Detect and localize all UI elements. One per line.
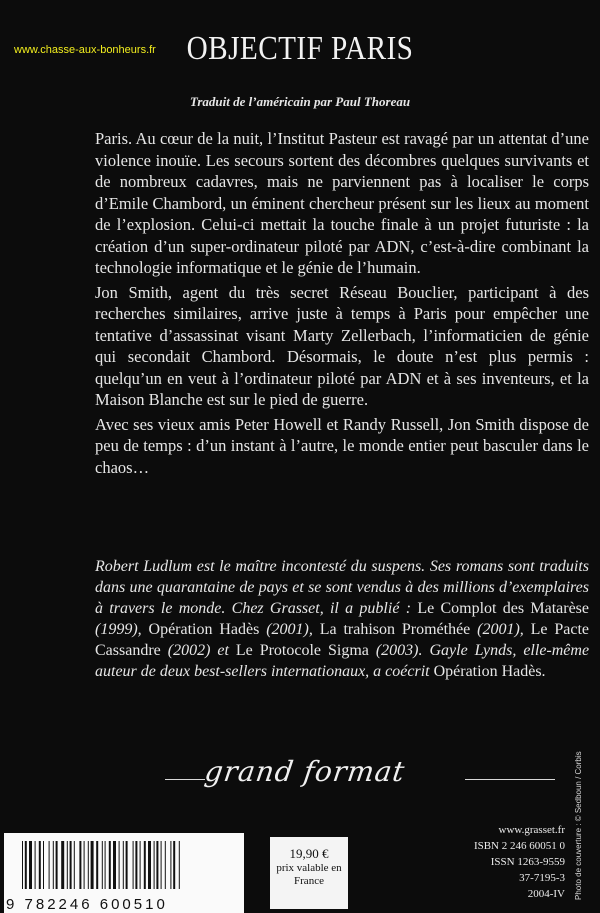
bio-book-title: Opération Hadès bbox=[148, 621, 260, 638]
bio-year: (2003). bbox=[375, 642, 423, 659]
publisher-info bbox=[474, 822, 565, 902]
barcode-digits: 9 782246 600510 bbox=[6, 896, 168, 913]
bio-conjunction: et bbox=[217, 642, 229, 659]
photo-credit: Photo de couverture : © Sedboun / Corbis bbox=[574, 751, 583, 900]
isbn: ISBN 2 246 60051 0 bbox=[473, 840, 565, 852]
watermark-url[interactable]: www.chasse-aux-bonheurs.fr bbox=[14, 44, 156, 56]
barcode-bars bbox=[20, 841, 232, 889]
collection-name: grand format bbox=[202, 755, 408, 788]
bio-year: (1999), bbox=[95, 621, 142, 638]
synopsis-paragraph: Jon Smith, agent du très secret Réseau Bouclier, participant à des recherches similaires, arrive juste à temps à Paris pour empêcher une tentative d’assassinat visant Marty Zellerbach, l’informaticien de génie qui secondait Chambord. Désormais, le doute n’est plus permis : quelqu’un en veut à l’ordinateur piloté par ADN et à ses inventeurs, et la Maison Blanche est sur le pied de guerre. bbox=[95, 282, 589, 409]
price-validity: prix valable en bbox=[276, 862, 342, 874]
bio-year: (2002) bbox=[167, 642, 211, 659]
bio-intro: Robert Ludlum est le maître incontesté du suspens. Ses romans sont traduits dans une quarantaine de pays et se sont vendus à des millions d’exemplaires à travers le monde. Chez Grasset, il a publié : bbox=[95, 558, 589, 617]
price-sticker bbox=[270, 837, 348, 909]
bio-book-title: La trahison Prométhée bbox=[319, 621, 471, 638]
book-title: OBJECTIF PARIS bbox=[186, 30, 414, 67]
catalog-code: 37-7195-3 bbox=[519, 872, 565, 884]
collection-rule-right bbox=[465, 779, 555, 780]
synopsis-paragraph: Paris. Au cœur de la nuit, l’Institut Pasteur est ravagé par un attentat d’une violence inouïe. Les secours sortent des décombres quelques survivants et de nombreux cadavres, mais ne parviennent pas à localiser le corps d’Emile Chambord, un éminent chercheur présent sur les lieux au moment de l’explosion. Celui-ci mettait la touche finale à un projet futuriste : la création d’un super-ordinateur piloté par ADN, c’est-à-dire combinant la technologie informatique et le génie de l’humain. bbox=[95, 129, 589, 277]
publisher-website[interactable]: www.grasset.fr bbox=[498, 824, 565, 836]
bio-book-title: Le Protocole Sigma bbox=[235, 642, 369, 659]
bio-book-title: Le Complot des Matarèse bbox=[417, 600, 590, 617]
translator-credit: Traduit de l’américain par Paul Thoreau bbox=[189, 94, 411, 109]
bio-year: (2001), bbox=[266, 621, 313, 638]
author-bio bbox=[95, 556, 589, 682]
bio-book-title: Le Pacte Cassandre bbox=[95, 621, 590, 659]
edition-code: 2004-IV bbox=[527, 888, 565, 900]
synopsis bbox=[95, 128, 589, 481]
price-country: France bbox=[294, 875, 324, 887]
barcode bbox=[4, 833, 244, 913]
bio-coauthor-text: Gayle Lynds, elle-même auteur de deux best-sellers internationaux, a coécrit bbox=[95, 642, 590, 680]
collection-logo bbox=[165, 755, 555, 791]
bio-book-title: Opération Hadès. bbox=[433, 663, 546, 680]
issn: ISSN 1263-9559 bbox=[490, 856, 565, 868]
price-amount: 19,90 € bbox=[289, 846, 329, 861]
synopsis-paragraph: Avec ses vieux amis Peter Howell et Randy Russell, Jon Smith dispose de peu de temps : d’un instant à l’autre, le monde entier peut basculer dans le chaos… bbox=[95, 414, 589, 477]
collection-rule-left bbox=[165, 779, 205, 780]
bio-year: (2001), bbox=[477, 621, 524, 638]
